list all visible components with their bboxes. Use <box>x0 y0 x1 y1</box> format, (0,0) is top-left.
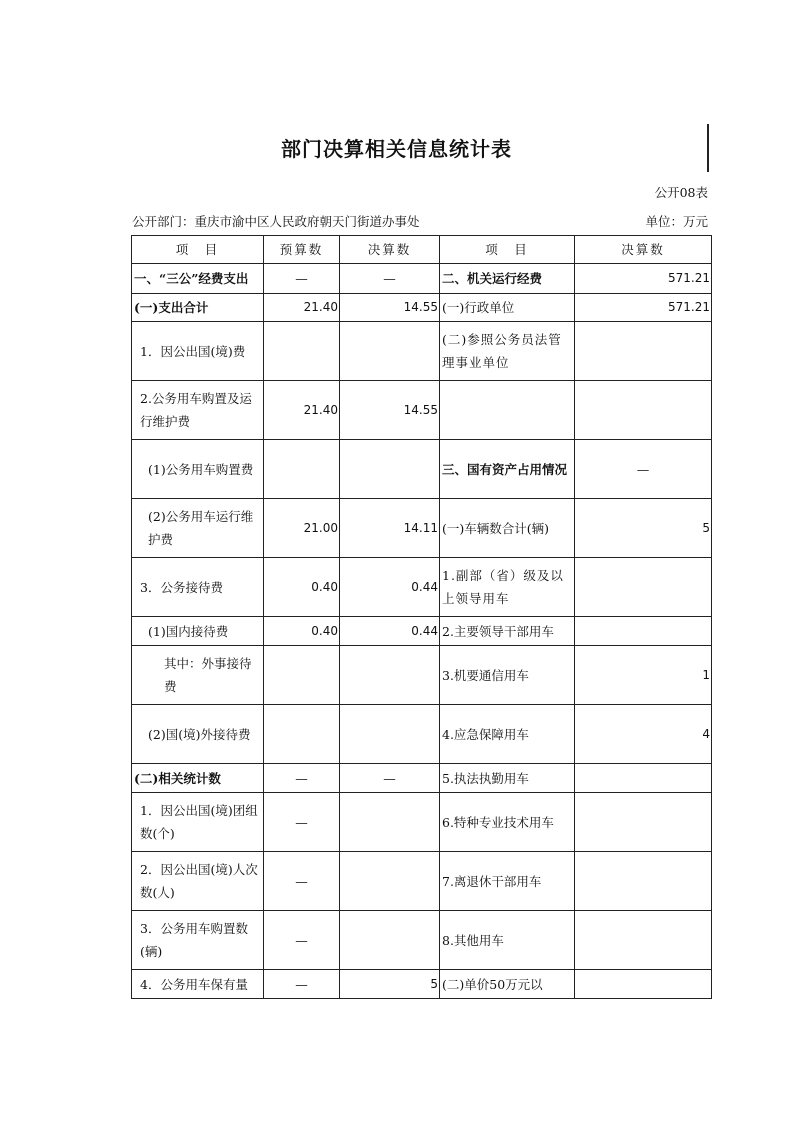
table-row <box>132 793 712 852</box>
cell-budget <box>264 705 340 764</box>
cell-item-2: (二)参照公务员法管理事业单位 <box>440 322 575 381</box>
cell-budget: 21.00 <box>264 499 340 558</box>
table-row <box>132 264 712 294</box>
cell-item: 1．因公出国(境)团组数(个) <box>132 793 264 852</box>
cell-item: (二)相关统计数 <box>132 764 264 793</box>
cell-final-2 <box>575 381 712 440</box>
cell-final-2 <box>575 322 712 381</box>
cell-item: 2．因公出国(境)人次数(人) <box>132 852 264 911</box>
unit-label: 单位：万元 <box>645 214 708 229</box>
form-number: 公开08表 <box>654 185 708 200</box>
cell-final <box>340 646 440 705</box>
page-title: 部门决算相关信息统计表 <box>281 137 512 161</box>
cell-budget: — <box>264 852 340 911</box>
cell-budget: — <box>264 264 340 294</box>
table-row <box>132 970 712 999</box>
cell-final-2: 5 <box>575 499 712 558</box>
cell-budget <box>264 322 340 381</box>
cell-item: 3．公务用车购置数(辆) <box>132 911 264 970</box>
table-row <box>132 322 712 381</box>
department-label: 公开部门：重庆市渝中区人民政府朝天门街道办事处 <box>132 214 420 229</box>
header-item: 项 目 <box>132 236 264 264</box>
table-row <box>132 617 712 646</box>
cell-final: 0.44 <box>340 617 440 646</box>
table-row <box>132 294 712 322</box>
table-row <box>132 764 712 793</box>
cell-final-2 <box>575 558 712 617</box>
cell-final-2 <box>575 911 712 970</box>
table-row <box>132 381 712 440</box>
cell-budget <box>264 440 340 499</box>
cell-item: (1)公务用车购置费 <box>132 440 264 499</box>
header-budget: 预算数 <box>264 236 340 264</box>
cell-item-2: (二)单价50万元以 <box>440 970 575 999</box>
cell-final-2: 571.21 <box>575 294 712 322</box>
cell-item-2 <box>440 381 575 440</box>
cell-item-2: 三、国有资产占用情况 <box>440 440 575 499</box>
cell-item-2: 二、机关运行经费 <box>440 264 575 294</box>
cell-item-2: 7.离退休干部用车 <box>440 852 575 911</box>
header-item-2: 项 目 <box>440 236 575 264</box>
cell-item: 1．因公出国(境)费 <box>132 322 264 381</box>
cell-final <box>340 322 440 381</box>
cell-final: — <box>340 264 440 294</box>
cell-final-2: 4 <box>575 705 712 764</box>
cell-item: 其中：外事接待费 <box>132 646 264 705</box>
cell-final: 14.55 <box>340 294 440 322</box>
cell-item-2: 2.主要领导干部用车 <box>440 617 575 646</box>
cell-final-2 <box>575 793 712 852</box>
cell-item: (1)国内接待费 <box>132 617 264 646</box>
table-row <box>132 852 712 911</box>
table-row <box>132 705 712 764</box>
cell-item-2: 6.特种专业技术用车 <box>440 793 575 852</box>
cell-item-2: 4.应急保障用车 <box>440 705 575 764</box>
header-final-2: 决算数 <box>575 236 712 264</box>
table-header-row <box>132 236 712 264</box>
cell-final-2: 571.21 <box>575 264 712 294</box>
cell-item: (2)公务用车运行维护费 <box>132 499 264 558</box>
cell-final: 14.55 <box>340 381 440 440</box>
cell-final-2 <box>575 852 712 911</box>
cell-final-2 <box>575 617 712 646</box>
cell-item: 一、“三公”经费支出 <box>132 264 264 294</box>
cell-item: (一)支出合计 <box>132 294 264 322</box>
cell-item-2: 8.其他用车 <box>440 911 575 970</box>
statistics-table <box>131 235 712 999</box>
cell-item-2: 3.机要通信用车 <box>440 646 575 705</box>
cell-budget: — <box>264 764 340 793</box>
cell-budget <box>264 646 340 705</box>
cell-budget: — <box>264 793 340 852</box>
cell-item-2: (一)车辆数合计(辆) <box>440 499 575 558</box>
cell-budget: 0.40 <box>264 558 340 617</box>
cell-final <box>340 440 440 499</box>
cell-item-2: 1.副部（省）级及以上领导用车 <box>440 558 575 617</box>
cell-final-2 <box>575 970 712 999</box>
cell-final <box>340 705 440 764</box>
cell-final <box>340 793 440 852</box>
cell-item: (2)国(境)外接待费 <box>132 705 264 764</box>
cell-item: 2.公务用车购置及运行维护费 <box>132 381 264 440</box>
header-final: 决算数 <box>340 236 440 264</box>
table-row <box>132 911 712 970</box>
cell-budget: 21.40 <box>264 294 340 322</box>
cell-final: 5 <box>340 970 440 999</box>
cell-item-2: (一)行政单位 <box>440 294 575 322</box>
cell-final <box>340 852 440 911</box>
cell-budget: 21.40 <box>264 381 340 440</box>
cell-item: 3．公务接待费 <box>132 558 264 617</box>
table-row <box>132 440 712 499</box>
cell-budget: — <box>264 911 340 970</box>
cell-budget: — <box>264 970 340 999</box>
cell-final-2: — <box>575 440 712 499</box>
cell-final: 14.11 <box>340 499 440 558</box>
cell-final <box>340 911 440 970</box>
cell-budget: 0.40 <box>264 617 340 646</box>
cell-final-2: 1 <box>575 646 712 705</box>
cell-item-2: 5.执法执勤用车 <box>440 764 575 793</box>
cell-item: 4．公务用车保有量 <box>132 970 264 999</box>
cell-final: — <box>340 764 440 793</box>
cell-final: 0.44 <box>340 558 440 617</box>
table-row <box>132 646 712 705</box>
table-row <box>132 558 712 617</box>
cell-final-2 <box>575 764 712 793</box>
table-row <box>132 499 712 558</box>
